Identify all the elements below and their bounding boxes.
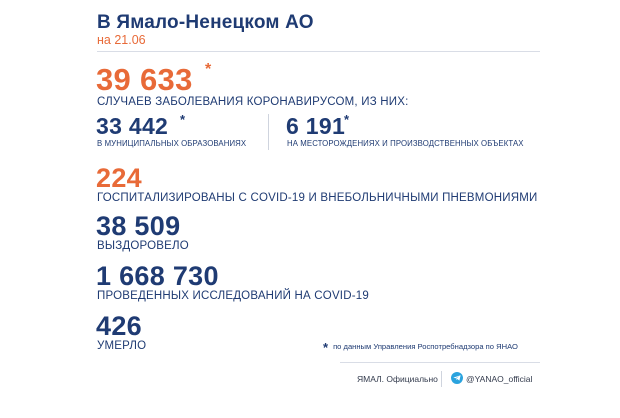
telegram-icon[interactable] — [451, 372, 463, 384]
tests-label: ПРОВЕДЕННЫХ ИССЛЕДОВАНИЙ НА COVID-19 — [97, 290, 369, 302]
fields-cases-label: НА МЕСТОРОЖДЕНИЯХ И ПРОИЗВОДСТВЕННЫХ ОБЪЕКТАХ — [287, 139, 524, 148]
footnote-text: по данным Управления Роспотребнадзора по ЯНАО — [333, 342, 518, 351]
header-date: на 21.06 — [97, 33, 146, 47]
cases-split-divider — [268, 114, 269, 150]
total-cases-star: * — [205, 61, 212, 78]
top-divider — [97, 51, 540, 52]
total-cases-value: 39 633 — [96, 62, 193, 97]
hospitalized-label: ГОСПИТАЛИЗИРОВАНЫ С COVID-19 И ВНЕБОЛЬНИЧНЫМИ ПНЕВМОНИЯМИ — [97, 192, 538, 204]
tests-value: 1 668 730 — [96, 261, 219, 291]
fields-cases-value: 6 191 — [286, 113, 346, 139]
hospitalized-value: 224 — [96, 163, 142, 193]
footnote — [323, 340, 518, 355]
bottom-divider — [340, 362, 540, 363]
header-title: В Ямало-Ненецком АО — [97, 12, 314, 33]
total-cases-label: СЛУЧАЕВ ЗАБОЛЕВАНИЯ КОРОНАВИРУСОМ, ИЗ НИХ: — [97, 96, 409, 108]
recovered-value: 38 509 — [96, 211, 181, 241]
footer-divider — [441, 371, 442, 387]
deaths-label: УМЕРЛО — [97, 340, 147, 352]
fields-cases-star: * — [344, 112, 350, 127]
footer-brand[interactable]: ЯМАЛ. Официально — [357, 374, 438, 384]
municipal-cases-value: 33 442 — [96, 113, 169, 139]
recovered-label: ВЫЗДОРОВЕЛО — [97, 240, 189, 252]
deaths-value: 426 — [96, 311, 142, 341]
footer-handle[interactable]: @YANAO_official — [466, 374, 533, 384]
municipal-cases-label: В МУНИЦИПАЛЬНЫХ ОБРАЗОВАНИЯХ — [97, 139, 247, 148]
municipal-cases-star: * — [180, 112, 186, 127]
footnote-star: * — [323, 340, 329, 355]
